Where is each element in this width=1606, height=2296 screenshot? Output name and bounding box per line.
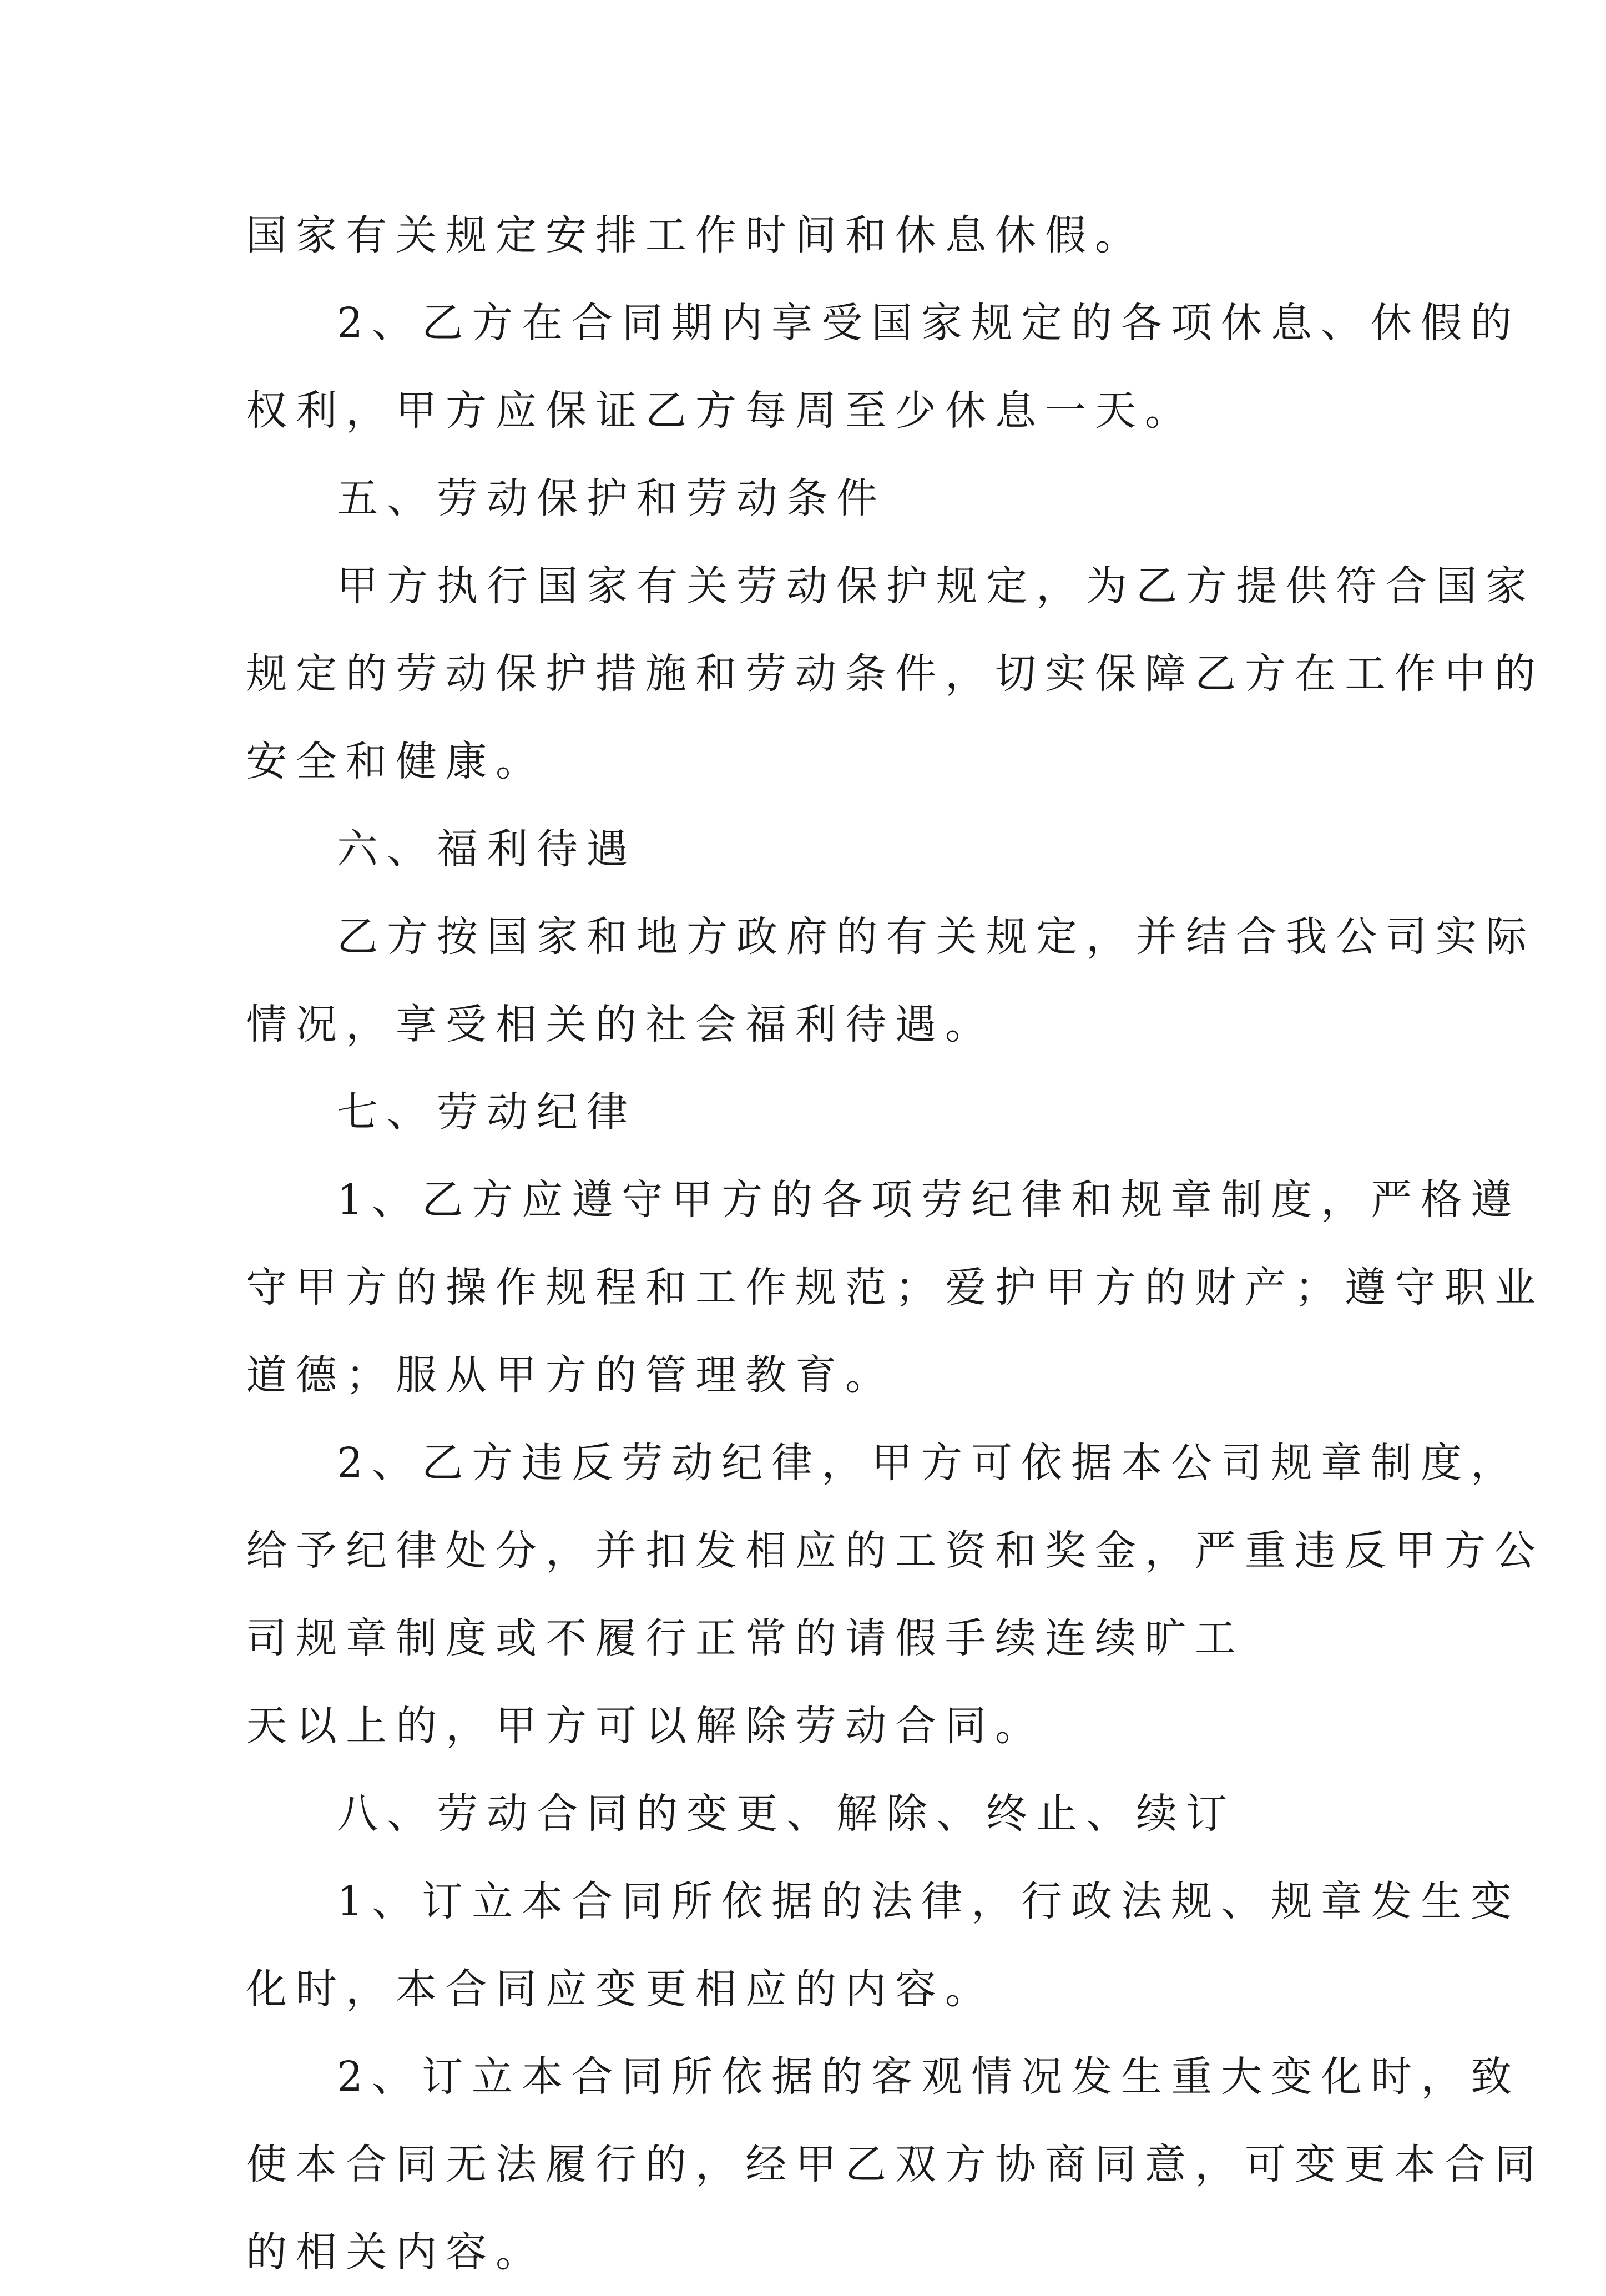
text-line: 的相关内容。 [246,2228,546,2276]
section-heading: 七、劳动纪律 [337,1088,637,1136]
text-line: 安全和健康。 [246,738,546,785]
text-line: 情况，享受相关的社会福利待遇。 [246,1001,995,1048]
text-line: 化时，本合同应变更相应的内容。 [246,1965,995,2013]
text-line: 使本合同无法履行的，经甲乙双方协商同意，可变更本合同 [246,2141,1544,2188]
section-heading: 六、福利待遇 [337,825,637,873]
section-heading: 五、劳动保护和劳动条件 [337,475,886,522]
text-line: 天以上的，甲方可以解除劳动合同。 [246,1702,1045,1750]
text-line: 甲方执行国家有关劳动保护规定，为乙方提供符合国家 [337,562,1536,610]
text-line: 1、订立本合同所依据的法律，行政法规、规章发生变 [337,1878,1521,1925]
text-line: 国家有关规定安排工作时间和休息休假。 [246,211,1145,259]
text-line: 司规章制度或不履行正常的请假手续连续旷工 [246,1614,1245,1662]
text-line: 道德；服从甲方的管理教育。 [246,1351,895,1399]
text-line: 2、乙方在合同期内享受国家规定的各项休息、休假的 [337,299,1521,347]
text-line: 权利，甲方应保证乙方每周至少休息一天。 [246,387,1195,435]
text-line: 1、乙方应遵守甲方的各项劳纪律和规章制度，严格遵 [337,1176,1521,1224]
text-line: 2、订立本合同所依据的客观情况发生重大变化时，致 [337,2053,1521,2101]
text-line: 乙方按国家和地方政府的有关规定，并结合我公司实际 [337,913,1536,961]
text-line: 2、乙方违反劳动纪律，甲方可依据本公司规章制度， [337,1439,1521,1487]
text-line: 给予纪律处分，并扣发相应的工资和奖金，严重违反甲方公 [246,1527,1544,1575]
text-line: 规定的劳动保护措施和劳动条件，切实保障乙方在工作中的 [246,650,1544,698]
document-body [246,191,1544,2296]
section-heading: 八、劳动合同的变更、解除、终止、续订 [337,1790,1236,1838]
text-line: 守甲方的操作规程和工作规范；爱护甲方的财产；遵守职业 [246,1264,1544,1311]
